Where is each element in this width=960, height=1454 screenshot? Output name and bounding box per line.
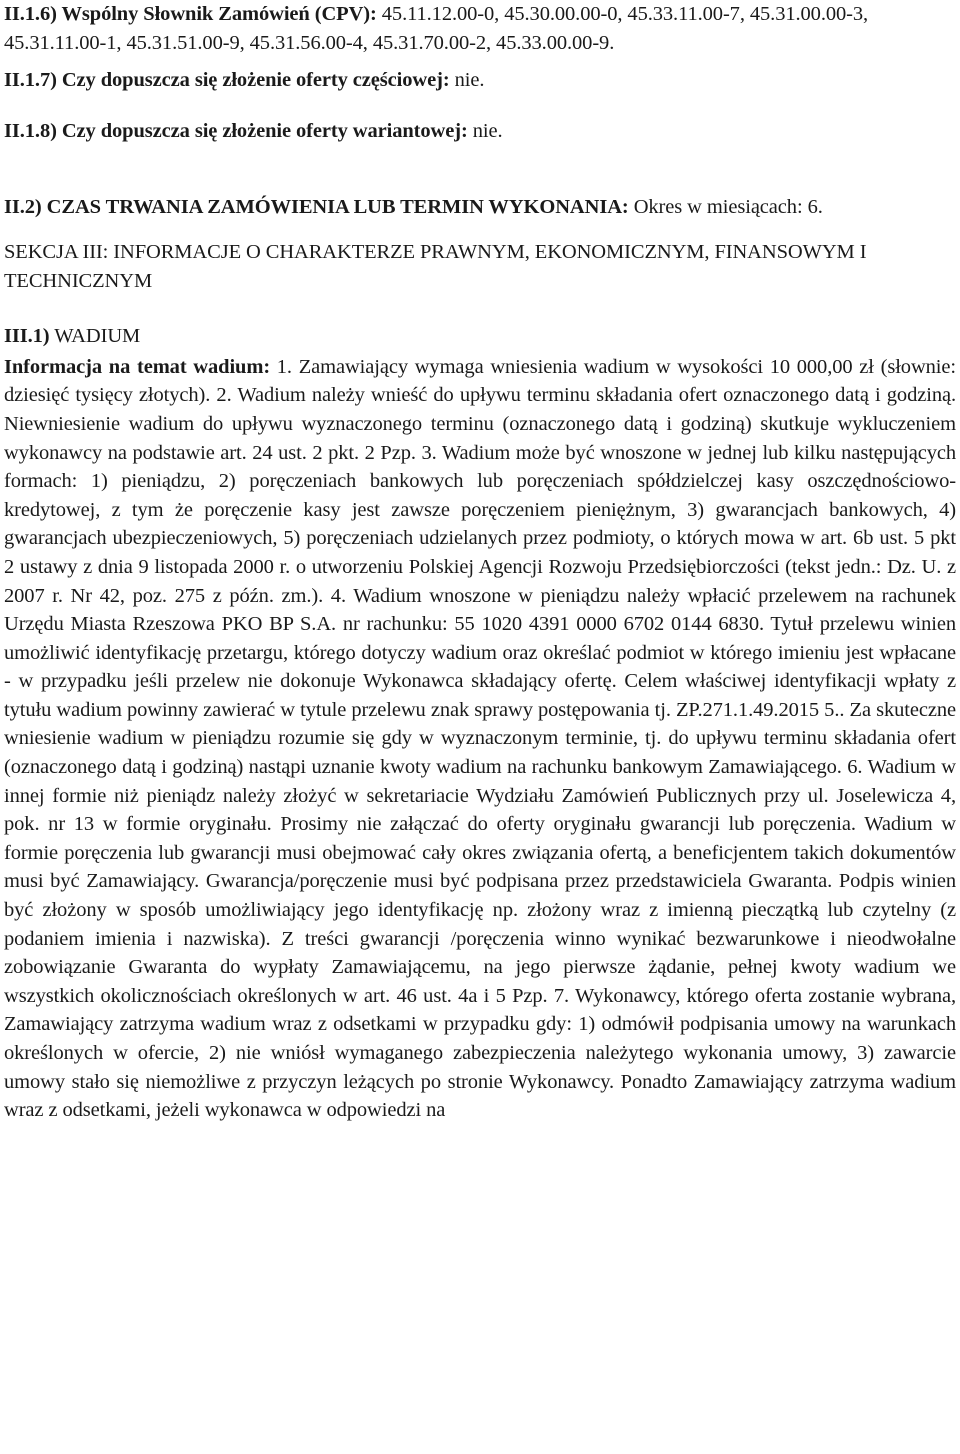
variant-offer-paragraph xyxy=(4,117,956,146)
wadium-heading xyxy=(4,322,956,351)
partial-offer-label: II.1.7) Czy dopuszcza się złożenie oferty częściowej: xyxy=(4,69,450,92)
wadium-heading-number: III.1) xyxy=(4,325,50,348)
wadium-heading-label: WADIUM xyxy=(54,325,141,348)
duration-label: II.2) CZAS TRWANIA ZAMÓWIENIA LUB TERMIN WYKONANIA: xyxy=(4,196,629,219)
section-3-title: SEKCJA III: INFORMACJE O CHARAKTERZE PRAWNYM, EKONOMICZNYM, FINANSOWYM I TECHNICZNYM xyxy=(4,240,867,292)
duration-value: Okres w miesiącach: 6. xyxy=(633,196,823,219)
variant-offer-value: nie. xyxy=(472,119,503,142)
partial-offer-paragraph xyxy=(4,66,956,95)
duration-paragraph xyxy=(4,193,956,222)
variant-offer-label: II.1.8) Czy dopuszcza się złożenie oferty wariantowej: xyxy=(4,119,468,142)
wadium-info-label: Informacja na temat wadium: xyxy=(4,355,271,378)
wadium-info-paragraph xyxy=(4,353,956,1125)
wadium-info-text: 1. Zamawiający wymaga wniesienia wadium w wysokości 10 000,00 zł (słownie: dziesięć tysięcy złotych). 2. Wadium należy wnieść do upływu terminu składania ofert oznaczonego datą i godziną. Niewniesienie wadium do upływu wyznaczonego terminu (oznaczonego datą i godziną) skutkuje wykluczeniem wykonawcy na podstawie art. 24 ust. 2 pkt. 2 Pzp. 3. Wadium może być wnoszone w jednej lub kilku następujących formach: 1) pieniądzu, 2) poręczeniach bankowych lub poręczeniach spółdzielczej kasy oszczędnościowo- kredytowej, z tym że poręczenie kasy jest zawsze poręczeniem pieniężnym, 3) gwarancjach bankowych, 4) gwarancjach ubezpieczeniowych, 5) poręczeniach udzielanych przez podmioty, o których mowa w art. 6b ust. 5 pkt 2 ustawy z dnia 9 listopada 2000 r. o utworzeniu Polskiej Agencji Rozwoju Przedsiębiorczości (tekst jedn.: Dz. U. z 2007 r. Nr 42, poz. 275 z późn. zm.). 4. Wadium wnoszone w pieniądzu należy wpłacić przelewem na rachunek Urzędu Miasta Rzeszowa PKO BP S.A. nr rachunku: 55 1020 4391 0000 6702 0144 6830. Tytuł przelewu winien umożliwić identyfikację przetargu, którego dotyczy wadium oraz określać podmiot w którego imieniu jest wpłacane - w przypadku jeśli przelew nie dokonuje Wykonawca składający ofertę. Celem właściwej identyfikacji wpłaty z tytułu wadium powinny zawierać w tytule przelewu znak sprawy postępowania tj. ZP.271.1.49.2015 5.. Za skuteczne wniesienie wadium w pieniądzu rozumie się gdy w wyznaczonym terminie, tj. do upływu terminu składania ofert (oznaczonego datą i godziną) nastąpi uznanie kwoty wadium na rachunku bankowym Zamawiającego. 6. Wadium w innej formie niż pieniądz należy złożyć w sekretariacie Wydziału Zamówień Publicznych przy ul. Joselewicza 4, pok. nr 13 w formie oryginału. Prosimy nie załączać do oferty oryginału gwarancji lub poręczenia. Wadium w formie poręczenia lub gwarancji musi obejmować cały okres związania ofertą, a beneficjentem takich dokumentów musi być Zamawiający. Gwarancja/poręczenie musi być podpisana przez przedstawiciela Gwaranta. Podpis winien być złożony w sposób umożliwiający jego identyfikację np. złożony wraz z imienną pieczątką lub czytelny (z podaniem imienia i nazwiska). Z treści gwarancji /poręczenia winno wynikać bezwarunkowe i nieodwołalne zobowiązanie Gwaranta do wypłaty Zamawiającemu, na jego pierwsze żądanie, pełnej kwoty wadium we wszystkich okolicznościach określonych w art. 46 ust. 4a i 5 Pzp. 7. Wykonawcy, którego oferta zostanie wybrana, Zamawiający zatrzyma wadium wraz z odsetkami w przypadku gdy: 1) odmówił podpisania umowy na warunkach określonych w ofercie, 2) nie wniósł wymaganego zabezpieczenia należytego wykonania umowy, 3) zawarcie umowy stało się niemożliwe z przyczyn leżących po stronie Wykonawcy. Ponadto Zamawiający zatrzyma wadium wraz z odsetkami, jeżeli wykonawca w odpowiedzi na xyxy=(4,355,956,1122)
cpv-paragraph xyxy=(4,0,956,57)
partial-offer-value: nie. xyxy=(454,69,485,92)
cpv-label: II.1.6) Wspólny Słownik Zamówień (CPV): xyxy=(4,3,377,25)
cpv-codes: 45.11.12.00-0, 45.30.00.00-0, 45.33.11.00-7, 45.31.00.00-3, 45.31.11.00-1, 45.31.51.00-9, 45.31.56.00-4, 45.31.70.00-2, 45.33.00.00-9. xyxy=(4,3,869,54)
